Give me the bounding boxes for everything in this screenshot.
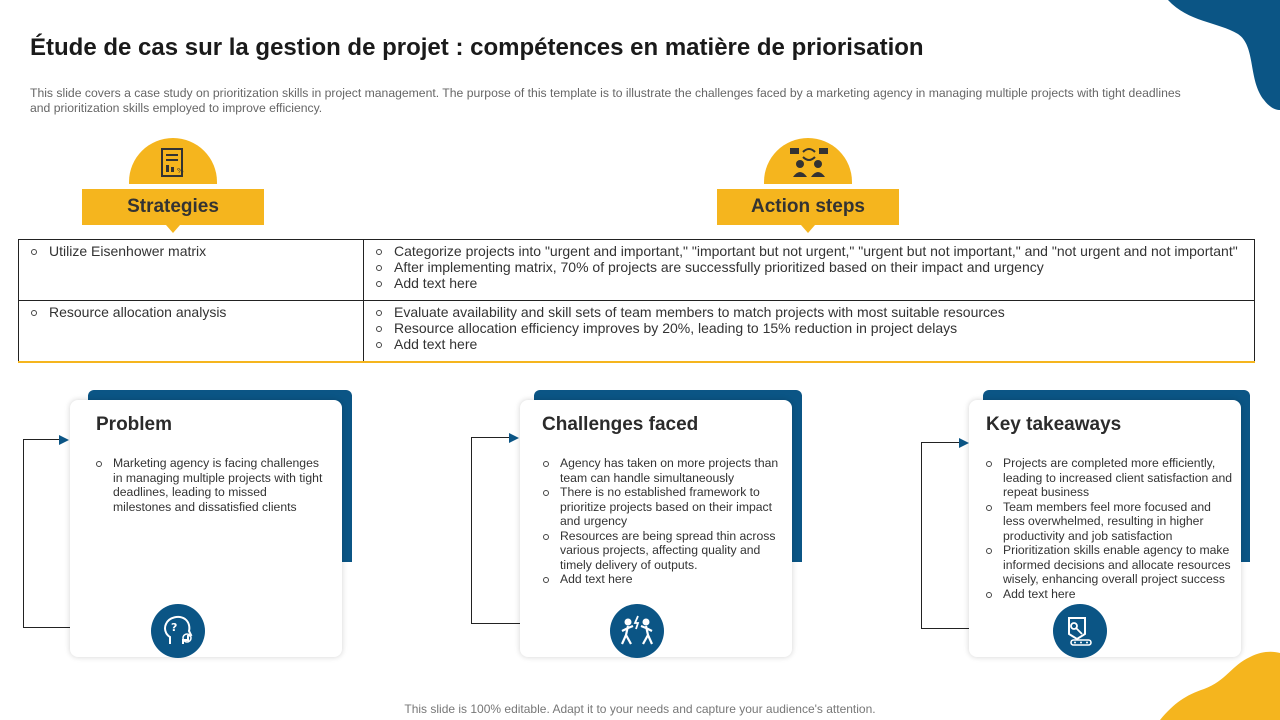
list-item: Agency has taken on more projects than team can handle simultaneously (541, 456, 781, 485)
strategy-table (18, 239, 1255, 363)
problem-title: Problem (96, 414, 173, 435)
action-cell (364, 301, 1255, 362)
list-item: There is no established framework to prioritize projects based on their impact and urgency (541, 485, 781, 529)
problem-card (70, 390, 352, 660)
list-item: Resource allocation analysis (29, 304, 355, 320)
footer-note: This slide is 100% editable. Adapt it to your needs and capture your audience's attention. (404, 702, 876, 716)
strategy-cell (19, 301, 364, 362)
key-takeaway-icon (1063, 614, 1097, 648)
list-item: Marketing agency is facing challenges in managing multiple projects with tight deadlines, leading to missed milestones and dissatisfied clients (94, 456, 326, 514)
list-item: Categorize projects into "urgent and important," "important but not urgent," "urgent but not important," and "not urgent and not important" (374, 243, 1246, 259)
action-cell (364, 240, 1255, 301)
list-item: Add text here (374, 275, 1246, 291)
list-item: Add text here (541, 572, 781, 587)
page-title: Étude de cas sur la gestion de projet : compétences en matière de priorisation (30, 34, 924, 61)
table-row (19, 240, 1255, 301)
intro-text: This slide covers a case study on prioritization skills in project management. The purpose of this template is to illustrate the challenges faced by a marketing agency in managing multiple projects with tight deadlines and prioritization skills employed to improve efficiency. (30, 86, 1181, 115)
list-item: Prioritization skills enable agency to make informed decisions and allocate resources wisely, enhancing overall project success (984, 543, 1234, 587)
list-item: Add text here (374, 336, 1246, 352)
list-item: Projects are completed more efficiently, leading to increased client satisfaction and repeat business (984, 456, 1234, 500)
competing-people-icon (619, 614, 655, 648)
list-item: Evaluate availability and skill sets of team members to match projects with most suitable resources (374, 304, 1246, 320)
strategies-label: Strategies (82, 189, 264, 225)
svg-text:%: % (177, 167, 184, 175)
svg-text:?: ? (171, 621, 178, 634)
strategy-cell (19, 240, 364, 301)
list-item: Utilize Eisenhower matrix (29, 243, 355, 259)
thinking-head-icon (161, 614, 195, 648)
list-item: Add text here (984, 587, 1234, 602)
strategies-header (82, 138, 264, 238)
list-item: Team members feel more focused and less overwhelmed, resulting in higher productivity and job satisfaction (984, 500, 1234, 544)
action-steps-label: Action steps (717, 189, 899, 225)
challenges-card (520, 390, 802, 660)
list-item: Resource allocation efficiency improves by 20%, leading to 15% reduction in project delays (374, 320, 1246, 336)
team-discussion-icon (788, 146, 830, 178)
table-row (19, 301, 1255, 362)
report-document-icon (159, 147, 187, 179)
list-item: Resources are being spread thin across various projects, affecting quality and timely delivery of outputs. (541, 529, 781, 573)
key-takeaways-title: Key takeaways (986, 414, 1122, 435)
action-steps-header (717, 138, 899, 238)
list-item: After implementing matrix, 70% of projects are successfully prioritized based on their impact and urgency (374, 259, 1246, 275)
challenges-title: Challenges faced (542, 414, 699, 435)
key-takeaways-card (969, 390, 1251, 660)
